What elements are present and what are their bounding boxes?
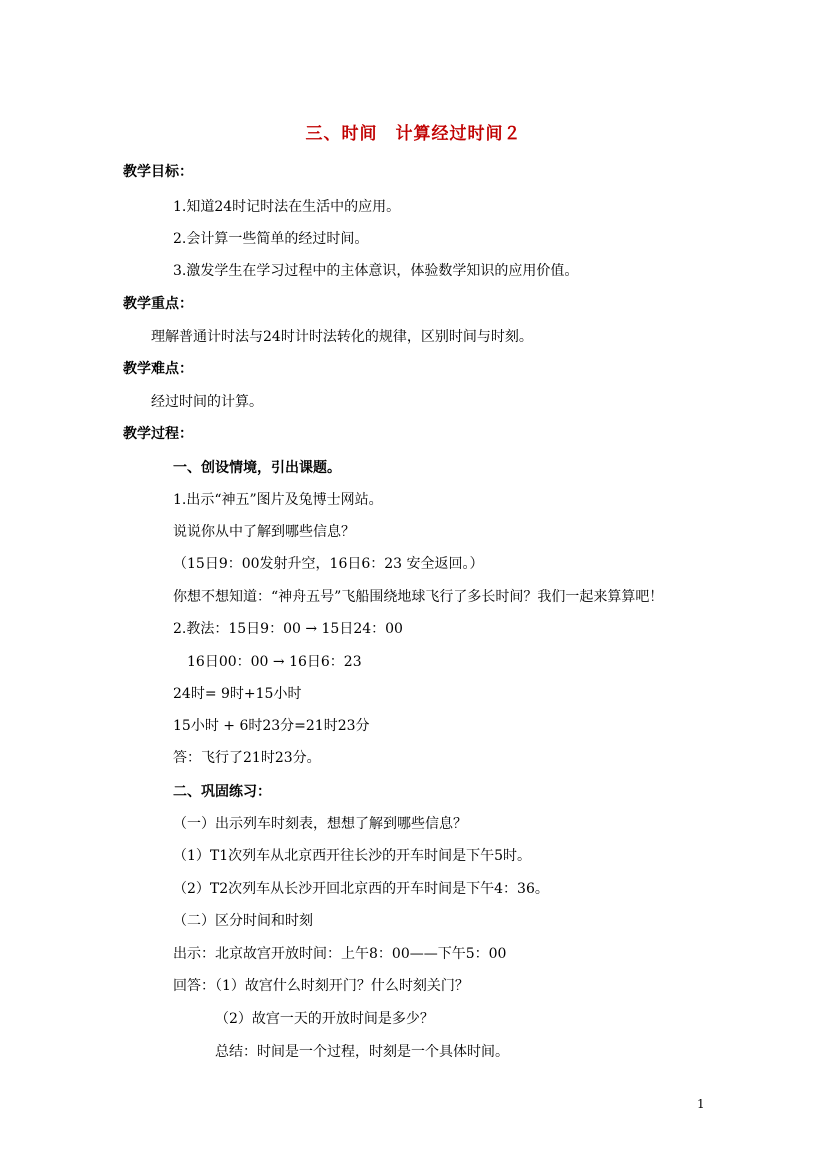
part2-heading: 二、巩固练习： [173,784,271,800]
document-title: 三、时间 计算经过时间２ [305,124,522,144]
exercise-line: 出示：北京故宫开放时间：上午8：00——下午5：00 [173,946,507,962]
exercise-line: 回答：（1）故宫什么时刻开门？什么时刻关门？ [173,978,469,994]
difficulty-heading: 教学难点： [123,361,193,377]
exercise-line: 总结：时间是一个过程，时刻是一个具体时间。 [215,1044,509,1060]
exercise-line: （1）T1次列车从北京西开往长沙的开车时间是下午5时。 [173,848,532,864]
key-text: 理解普通计时法与24时计时法转化的规律，区别时间与时刻。 [151,329,533,345]
process-line: 你想不想知道：“神舟五号”飞船围绕地球飞行了多长时间？我们一起来算算吧！ [173,589,664,605]
process-line: （15日9：00发射升空，16日6：23 安全返回。） [173,556,484,572]
process-line: 答：飞行了21时23分。 [173,750,321,766]
process-line: 1.出示“神五”图片及兔博士网站。 [173,492,383,508]
part1-heading: 一、创设情境，引出课题。 [173,460,341,476]
process-line: 16日00：00 → 16日6：23 [187,654,362,670]
goal-item: 2.会计算一些简单的经过时间。 [173,231,369,247]
process-line: 2.教法：15日9：00 → 15日24：00 [173,621,403,637]
exercise-line: （2）故宫一天的开放时间是多少？ [215,1011,434,1027]
exercise-line: （一）出示列车时刻表，想想了解到哪些信息？ [173,816,467,832]
process-heading: 教学过程： [123,426,193,442]
process-line: 说说你从中了解到哪些信息？ [173,524,355,540]
key-heading: 教学重点： [123,296,193,312]
process-line: 24时= 9时+15小时 [173,686,302,702]
goal-item: 3.激发学生在学习过程中的主体意识，体验数学知识的应用价值。 [173,263,579,279]
difficulty-text: 经过时间的计算。 [151,394,263,410]
process-line: 15小时 + 6时23分=21时23分 [173,718,370,734]
goal-heading: 教学目标： [123,164,193,180]
goal-item: 1.知道24时记时法在生活中的应用。 [173,199,401,215]
page-number: 1 [697,1097,705,1111]
exercise-line: （二）区分时间和时刻 [173,913,313,929]
exercise-line: （2）T2次列车从长沙开回北京西的开车时间是下午4：36。 [173,881,549,897]
